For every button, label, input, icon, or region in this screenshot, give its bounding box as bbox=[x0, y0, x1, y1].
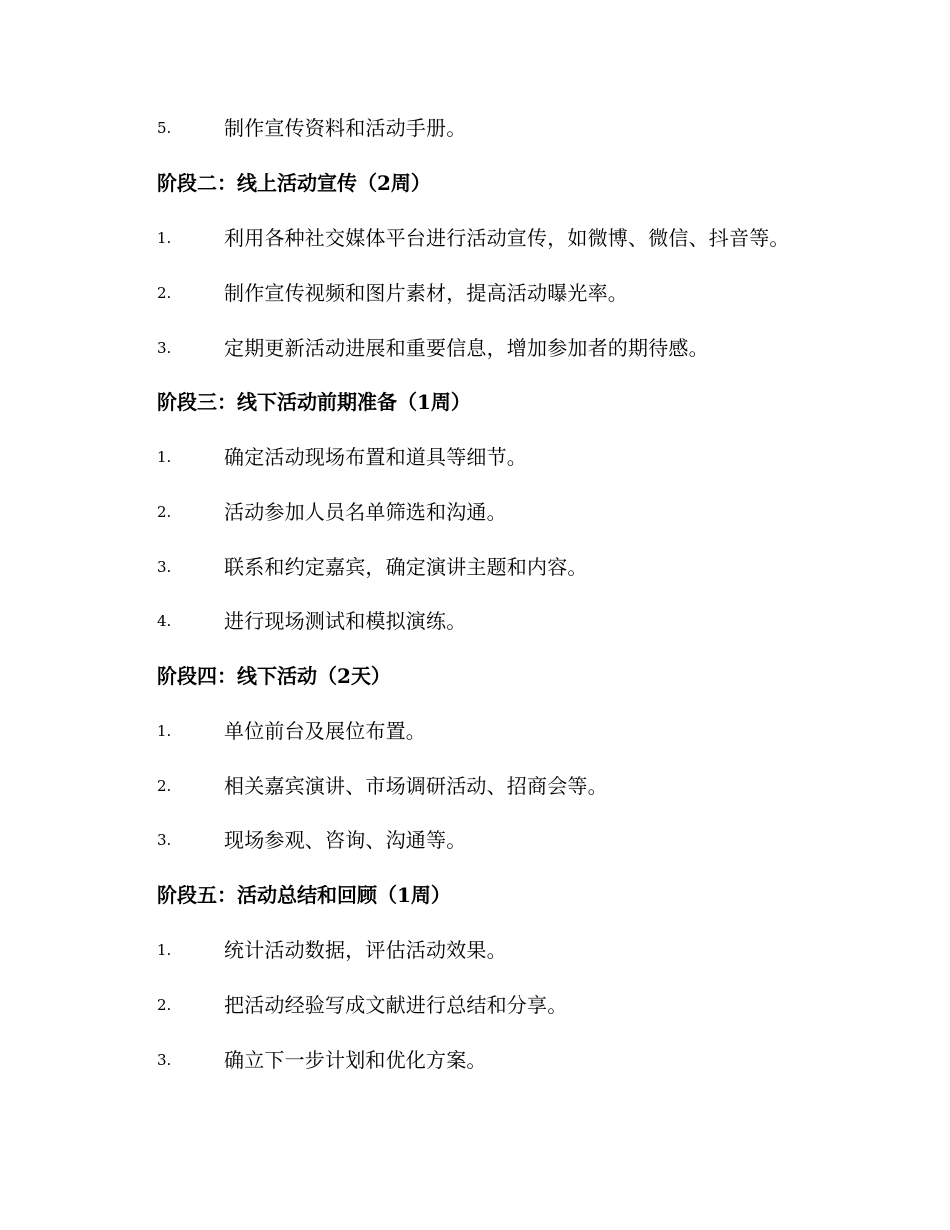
list-item bbox=[157, 771, 910, 801]
list-item bbox=[157, 497, 910, 527]
list-item-text: 确定活动现场布置和道具等细节。 bbox=[224, 445, 527, 469]
section-heading: 阶段五：活动总结和回顾（1周） bbox=[157, 883, 451, 907]
list-item bbox=[157, 333, 910, 363]
list-item-text: 单位前台及展位布置。 bbox=[224, 719, 426, 743]
list-item bbox=[157, 442, 910, 472]
list-item-number: 2. bbox=[157, 284, 172, 302]
list-item-text: 活动参加人员名单筛选和沟通。 bbox=[224, 500, 507, 524]
list-item-number: 3. bbox=[157, 558, 172, 576]
list-item bbox=[157, 1045, 910, 1075]
list-item-number: 2. bbox=[157, 503, 172, 521]
list-item bbox=[157, 825, 910, 855]
list-item-text: 利用各种社交媒体平台进行活动宣传，如微博、微信、抖音等。 bbox=[224, 226, 790, 250]
list-item-text: 联系和约定嘉宾，确定演讲主题和内容。 bbox=[224, 555, 588, 579]
list-item-number: 5. bbox=[157, 119, 172, 137]
section-heading: 阶段二：线上活动宣传（2周） bbox=[157, 171, 431, 195]
list-item bbox=[157, 278, 910, 308]
list-item-number: 3. bbox=[157, 339, 172, 357]
list-item-text: 把活动经验写成文献进行总结和分享。 bbox=[224, 993, 568, 1017]
list-item-number: 3. bbox=[157, 1051, 172, 1069]
list-item bbox=[157, 935, 910, 965]
list-item-number: 2. bbox=[157, 777, 172, 795]
list-item-number: 2. bbox=[157, 996, 172, 1014]
list-item-text: 相关嘉宾演讲、市场调研活动、招商会等。 bbox=[224, 774, 608, 798]
list-item bbox=[157, 606, 910, 636]
list-item-number: 1. bbox=[157, 941, 172, 959]
list-item-text: 现场参观、咨询、沟通等。 bbox=[224, 828, 467, 852]
list-item-text: 制作宣传视频和图片素材，提高活动曝光率。 bbox=[224, 281, 628, 305]
list-item-text: 统计活动数据，评估活动效果。 bbox=[224, 938, 507, 962]
list-item bbox=[157, 113, 910, 143]
list-item bbox=[157, 223, 910, 253]
list-item-text: 确立下一步计划和优化方案。 bbox=[224, 1048, 487, 1072]
list-item bbox=[157, 716, 910, 746]
section-heading: 阶段四：线下活动（2天） bbox=[157, 664, 391, 688]
list-item-text: 制作宣传资料和活动手册。 bbox=[224, 116, 467, 140]
list-item-text: 进行现场测试和模拟演练。 bbox=[224, 609, 467, 633]
list-item-number: 4. bbox=[157, 612, 172, 630]
list-item-number: 1. bbox=[157, 722, 172, 740]
list-item-number: 1. bbox=[157, 448, 172, 466]
list-item-text: 定期更新活动进展和重要信息，增加参加者的期待感。 bbox=[224, 336, 709, 360]
list-item-number: 1. bbox=[157, 229, 172, 247]
list-item bbox=[157, 552, 910, 582]
section-heading: 阶段三：线下活动前期准备（1周） bbox=[157, 390, 471, 414]
list-item-number: 3. bbox=[157, 831, 172, 849]
list-item bbox=[157, 990, 910, 1020]
